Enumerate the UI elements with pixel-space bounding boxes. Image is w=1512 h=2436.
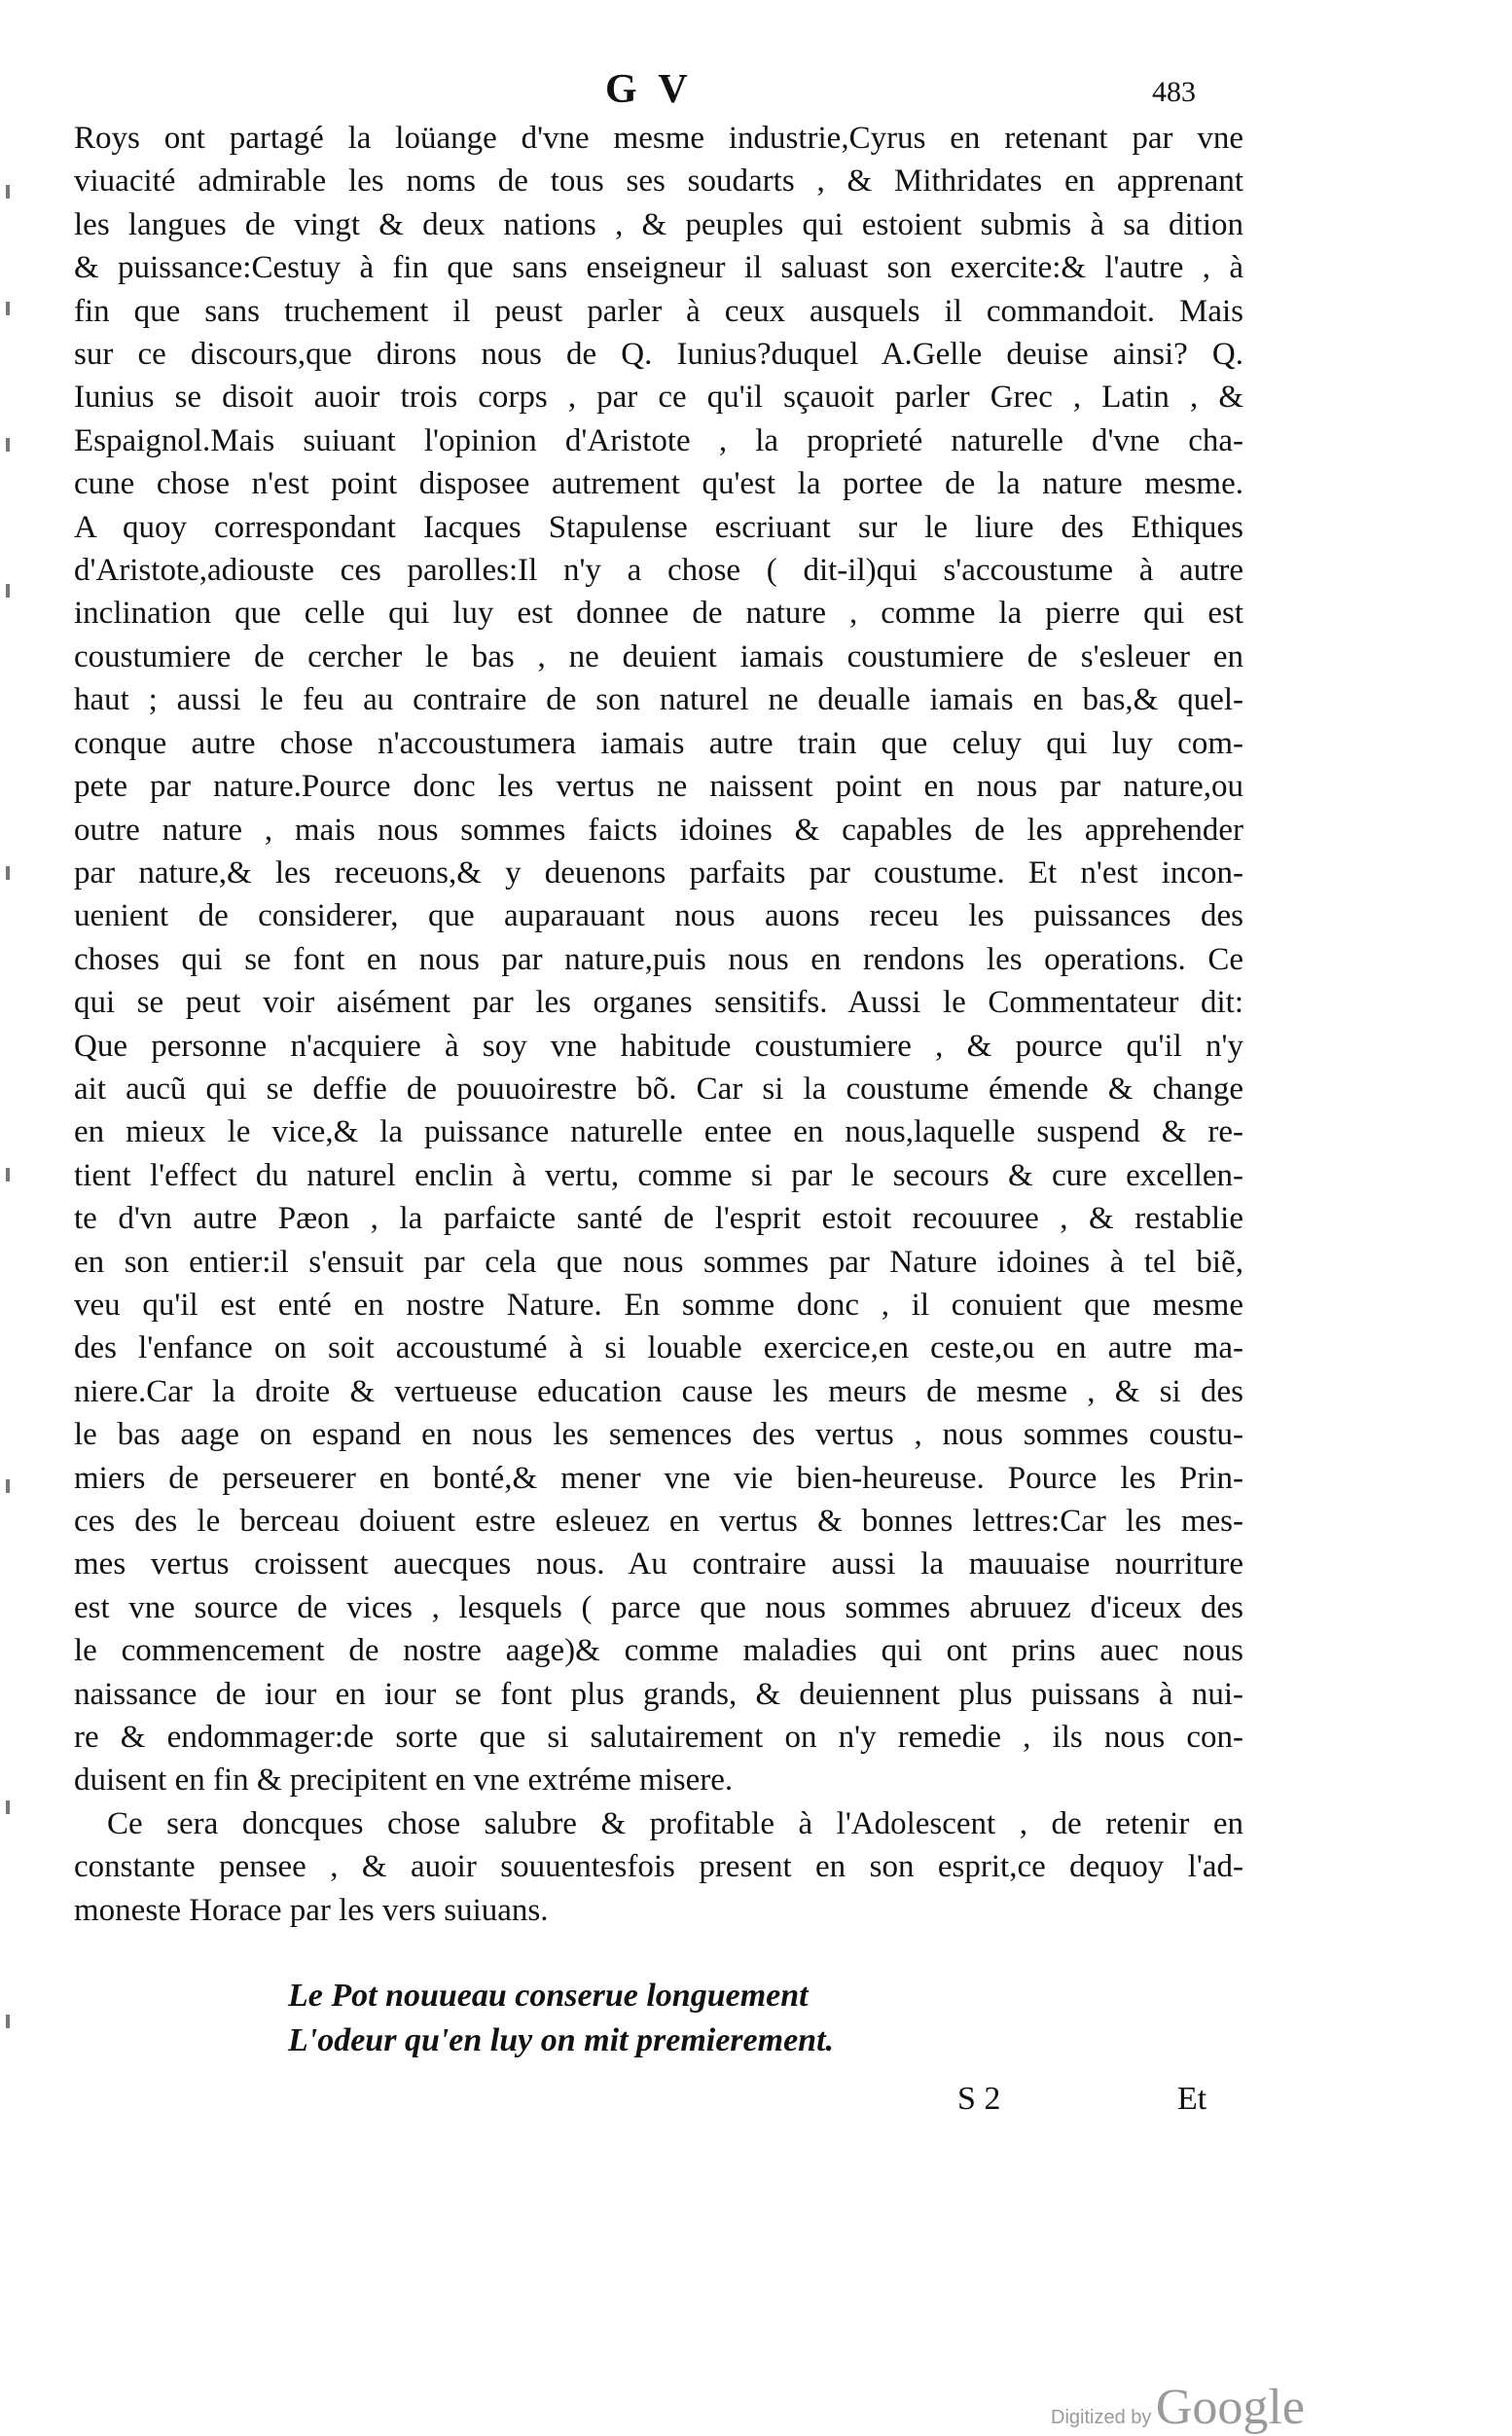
text-line: Que personne n'acquiere à soy vne habitude coustumiere , & pource qu'il n'y: [74, 1028, 1243, 1064]
text-line: naissance de iour en iour se font plus grands, & deuiennent plus puissans à nui-: [74, 1676, 1243, 1712]
text-line: en mieux le vice,& la puissance naturelle entee en nous,laquelle suspend & re-: [74, 1114, 1243, 1150]
text-line: qui se peut voir aisément par les organes sensitifs. Aussi le Commentateur dit:: [74, 985, 1243, 1021]
text-line: re & endommager:de sorte que si salutairement on n'y remedie , ils nous con-: [74, 1720, 1243, 1756]
text-line: le bas aage on espand en nous les semences des vertus , nous sommes coustu-: [74, 1417, 1243, 1453]
gutter-marks: [6, 185, 19, 2034]
text-line: uenient de considerer, que auparauant nous auons receu les puissances des: [74, 898, 1243, 934]
text-line: Iunius se disoit auoir trois corps , par ce qu'il sçauoit parler Grec , Latin , &: [74, 380, 1243, 416]
text-line: cune chose n'est point disposee autrement qu'est la portee de la nature mesme.: [74, 466, 1243, 502]
text-line: choses qui se font en nous par nature,puis nous en rendons les operations. Ce: [74, 941, 1243, 977]
text-line: veu qu'il est enté en nostre Nature. En somme donc , il conuient que mesme: [74, 1287, 1243, 1323]
text-line: coustumiere de cercher le bas , ne deuient iamais coustumiere de s'esleuer en: [74, 638, 1243, 674]
text-line: miers de perseuerer en bonté,& mener vne vie bien-heureuse. Pource les Prin-: [74, 1460, 1243, 1496]
text-line: duisent en fin & precipitent en vne extréme misere.: [74, 1763, 734, 1799]
text-line: tient l'effect du naturel enclin à vertu, comme si par le secours & cure excellen-: [74, 1157, 1243, 1193]
text-line: niere.Car la droite & vertueuse education cause les meurs de mesme , & si des: [74, 1373, 1243, 1409]
digitized-watermark: [1051, 2379, 1305, 2436]
verse-quotation: [288, 1974, 834, 2063]
verse-line: L'odeur qu'en luy on mit premierement.: [288, 2022, 835, 2058]
text-line: haut ; aussi le feu au contraire de son naturel ne deualle iamais en bas,& quel-: [74, 682, 1243, 718]
verse-line: Le Pot nouueau conserue longuement: [288, 1978, 809, 2014]
text-line: le commencement de nostre aage)& comme maladies qui ont prins auec nous: [74, 1633, 1243, 1669]
text-line: des l'enfance on soit accoustumé à si louable exercice,en ceste,ou en autre ma-: [74, 1330, 1243, 1366]
page-number: 483: [1152, 76, 1196, 108]
body-text: [74, 117, 1243, 1932]
signature-mark: S 2: [957, 2081, 1001, 2117]
text-line: Espaignol.Mais suiuant l'opinion d'Aristote , la proprieté naturelle d'vne cha-: [74, 422, 1243, 458]
running-title: G V: [605, 67, 694, 112]
text-line: viuacité admirable les noms de tous ses soudarts , & Mithridates en apprenant: [74, 164, 1243, 200]
text-line: moneste Horace par les vers suiuans.: [74, 1892, 549, 1928]
running-head: [0, 66, 1512, 117]
text-line: inclination que celle qui luy est donnee de nature , comme la pierre qui est: [74, 596, 1243, 632]
text-line: pete par nature.Pource donc les vertus ne naissent point en nous par nature,ou: [74, 769, 1243, 805]
text-line: mes vertus croissent auecques nous. Au contraire aussi la mauuaise nourriture: [74, 1546, 1243, 1582]
text-line: les langues de vingt & deux nations , & peuples qui estoient submis à sa dition: [74, 206, 1243, 242]
text-line: ces des le berceau doiuent estre esleuez en vertus & bonnes lettres:Car les mes-: [74, 1504, 1243, 1539]
text-line: outre nature , mais nous sommes faicts idoines & capables de les apprehender: [74, 812, 1243, 848]
watermark-prefix: Digitized by: [1051, 2407, 1152, 2428]
text-line: d'Aristote,adiouste ces parolles:Il n'y a chose ( dit-il)qui s'accoustume à autre: [74, 553, 1243, 589]
text-line: sur ce discours,que dirons nous de Q. Iunius?duquel A.Gelle deuise ainsi? Q.: [74, 337, 1243, 373]
text-line: constante pensee , & auoir souuentesfois present en son esprit,ce dequoy l'ad-: [74, 1849, 1243, 1885]
text-line: Roys ont partagé la loüange d'vne mesme industrie,Cyrus en retenant par vne: [74, 121, 1243, 156]
text-line: en son entier:il s'ensuit par cela que nous sommes par Nature idoines à tel biẽ,: [74, 1244, 1243, 1280]
text-line: fin que sans truchement il peust parler à ceux ausquels il commandoit. Mais: [74, 293, 1243, 329]
text-line: A quoy correspondant Iacques Stapulense escriuant sur le liure des Ethiques: [74, 509, 1243, 545]
text-line: par nature,& les receuons,& y deuenons parfaits par coustume. Et n'est incon-: [74, 854, 1243, 891]
text-line: est vne source de vices , lesquels ( parce que nous sommes abruuez d'iceux des: [74, 1589, 1243, 1625]
text-line: & puissance:Cestuy à fin que sans enseigneur il saluast son exercite:& l'autre , à: [74, 250, 1243, 286]
text-line: conque autre chose n'accoustumera iamais autre train que celuy qui luy com-: [74, 725, 1243, 761]
text-line: Ce sera doncques chose salubre & profitable à l'Adolescent , de retenir en: [107, 1805, 1243, 1841]
text-line: ait aucũ qui se deffie de pouuoirestre bõ. Car si la coustume émende & change: [74, 1071, 1243, 1107]
catchword: Et: [1177, 2081, 1207, 2117]
text-line: te d'vn autre Pæon , la parfaicte santé de l'esprit estoit recouuree , & restablie: [74, 1201, 1243, 1237]
watermark-logo: Google: [1155, 2380, 1305, 2435]
